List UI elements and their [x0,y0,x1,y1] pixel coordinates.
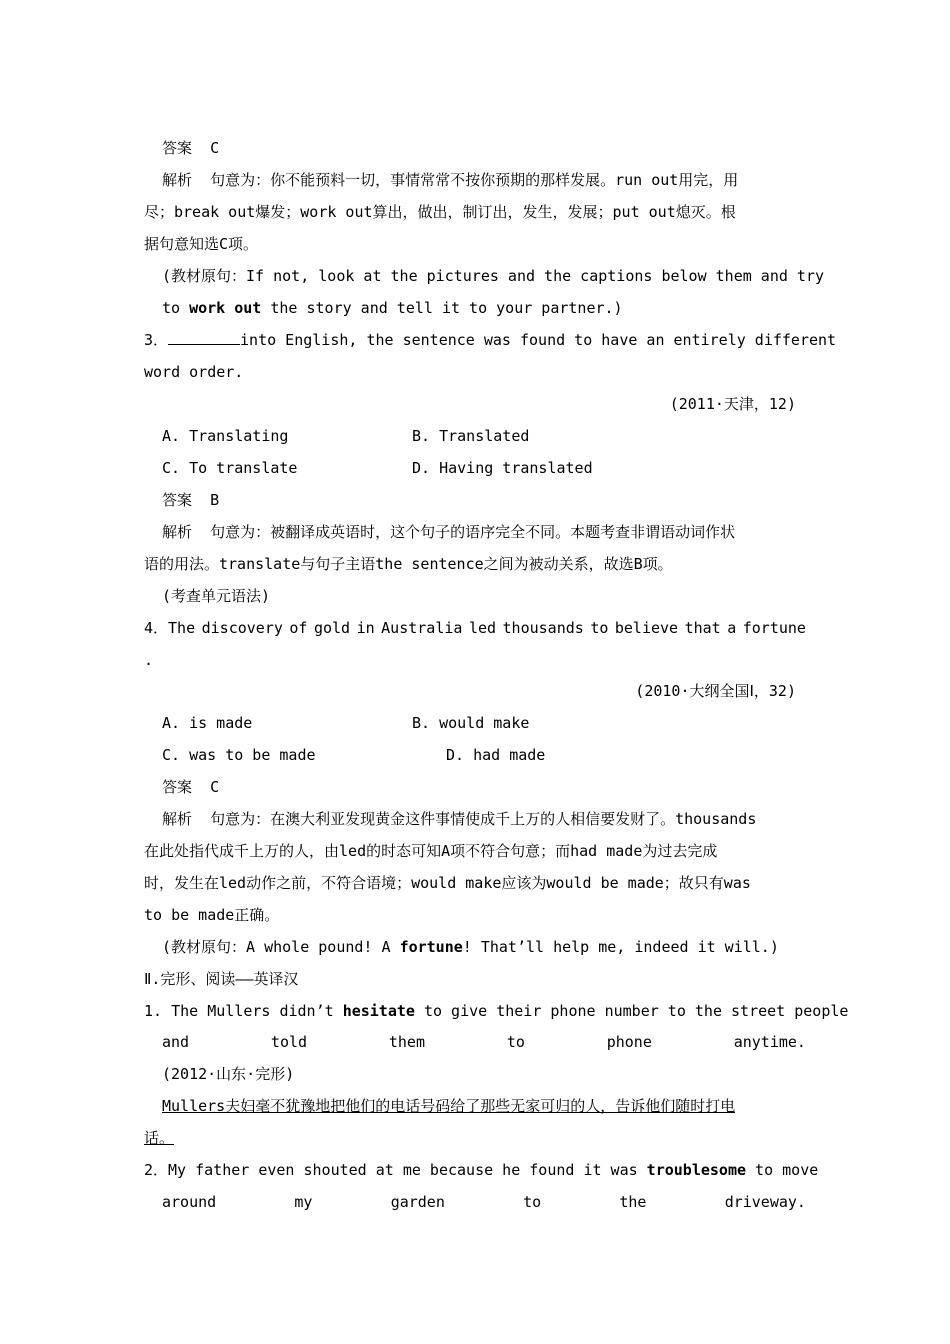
answer-label: 答案 [162,778,193,796]
q4-source-line [162,932,779,962]
word: a [727,619,737,637]
option-b: B. would make [412,714,530,732]
q2-analysis-line: 据句意知选C项。 [144,235,259,253]
word: driveway. [724,1193,806,1211]
q3-stem-line [144,325,836,355]
analysis-label: 解析 [162,171,193,189]
question-text: into English, the sentence was found to have an entirely different [240,331,837,349]
question-number: 3． [144,331,169,349]
q2-analysis-line: 尽；break out爆发；work out算出，做出，制订出，发生，发展；put out熄灭。根 [144,203,736,221]
analysis-label: 解析 [162,810,193,828]
s2-justified-line [162,1187,806,1217]
q2-source-line [162,293,623,323]
word: anytime. [733,1033,806,1051]
word: and [162,1033,190,1051]
word: fortune [742,619,806,637]
answer-label: 答案 [162,139,193,157]
analysis-text: 句意为：在澳大利亚发现黄金这件事情使成千上万的人相信要发财了。thousands [210,810,757,828]
key-word: hesitate [342,1002,415,1020]
word: them [388,1033,425,1051]
source-text: (教材原句：A whole pound! A [162,938,400,956]
word: that [684,619,721,637]
q4-options-row [162,740,762,770]
q4-analysis-line: 在此处指代成千上万的人，由led的时态可知A项不符合句意；而had made为过去完成 [144,842,718,860]
option-a: A. is made [162,714,253,732]
word: to [506,1033,525,1051]
word: believe [614,619,679,637]
q4-stem-line: . [144,651,154,669]
sentence-text: 2．My father even shouted at me because he found it was [144,1161,647,1179]
s1-translation-line: Mullers夫妇毫不犹豫地把他们的电话号码给了那些无家可归的人，告诉他们随时打电 [162,1097,736,1115]
word: to [590,619,609,637]
analysis-text: 句意为：被翻译成英语时，这个句子的语序完全不同。本题考查非谓语动词作状 [210,523,736,541]
q2-source-line: (教材原句：If not, look at the pictures and the captions below them and try [162,267,825,285]
word: around [162,1193,217,1211]
q4-source: (2010·大纲全国Ⅰ，32) [635,682,796,700]
question-number: 4． [144,619,169,637]
source-text: the story and tell it to your partner.) [261,299,623,317]
answer-blank [168,327,240,345]
section-heading: Ⅱ.完形、阅读——英译汉 [144,970,299,988]
key-word: troublesome [646,1161,747,1179]
answer-value: B [210,491,220,509]
q3-stem-line: word order. [144,363,244,381]
q3-options-row [162,453,762,483]
option-c: C. was to be made [162,746,316,764]
q2-answer [162,133,219,163]
option-a: A. Translating [162,427,289,445]
option-b: B. Translated [412,427,530,445]
option-c: C. To translate [162,459,298,477]
answer-value: C [210,778,220,796]
question-number-and-word [144,613,195,643]
q3-options-row [162,421,762,451]
word: thousands [502,619,584,637]
q4-options-row [162,708,762,738]
key-phrase: work out [189,299,262,317]
key-word: fortune [399,938,463,956]
sentence-text: to move [746,1161,819,1179]
sentence-text: to give their phone number to the street people [414,1002,849,1020]
source-text: ! That’ll help me, indeed it will.) [462,938,779,956]
q4-answer [162,772,219,802]
q4-analysis-line: 时，发生在led动作之前，不符合语境；would make应该为would be made；故只有was [144,874,751,892]
word: of [289,619,308,637]
s1-translation-line: 话。 [144,1129,175,1147]
word: The [168,619,196,637]
answer-label: 答案 [162,491,193,509]
word: in [356,619,375,637]
q3-analysis-line: 语的用法。translate与句子主语the sentence之间为被动关系，故选B项。 [144,555,673,573]
q4-stem-line [144,613,806,643]
option-d: D. Having translated [412,459,593,477]
word: told [270,1033,308,1051]
word: gold [313,619,351,637]
word: discovery [201,619,283,637]
q2-analysis-line [162,165,738,195]
s2-line [144,1155,818,1185]
word: phone [606,1033,652,1051]
word: to [523,1193,542,1211]
q3-analysis-line [162,517,735,547]
q3-source: (2011·天津，12) [669,395,796,413]
answer-value: C [210,139,220,157]
word: the [619,1193,647,1211]
source-text: to [162,299,190,317]
word: my [294,1193,313,1211]
analysis-label: 解析 [162,523,193,541]
word: garden [390,1193,445,1211]
s1-justified-line [162,1027,806,1057]
word: led [468,619,497,637]
q3-answer [162,485,219,515]
word: Australia [381,619,463,637]
analysis-text: 句意为：你不能预料一切，事情常常不按你预期的那样发展。run out用完，用 [210,171,739,189]
option-d: D. had made [446,746,546,764]
q4-analysis-line: to be made正确。 [144,906,280,924]
sentence-text: 1. The Mullers didn’t [144,1002,343,1020]
s1-line [144,996,848,1026]
s1-source: (2012·山东·完形) [162,1065,295,1083]
q3-note: (考查单元语法) [162,587,271,605]
q4-analysis-line [162,804,756,834]
